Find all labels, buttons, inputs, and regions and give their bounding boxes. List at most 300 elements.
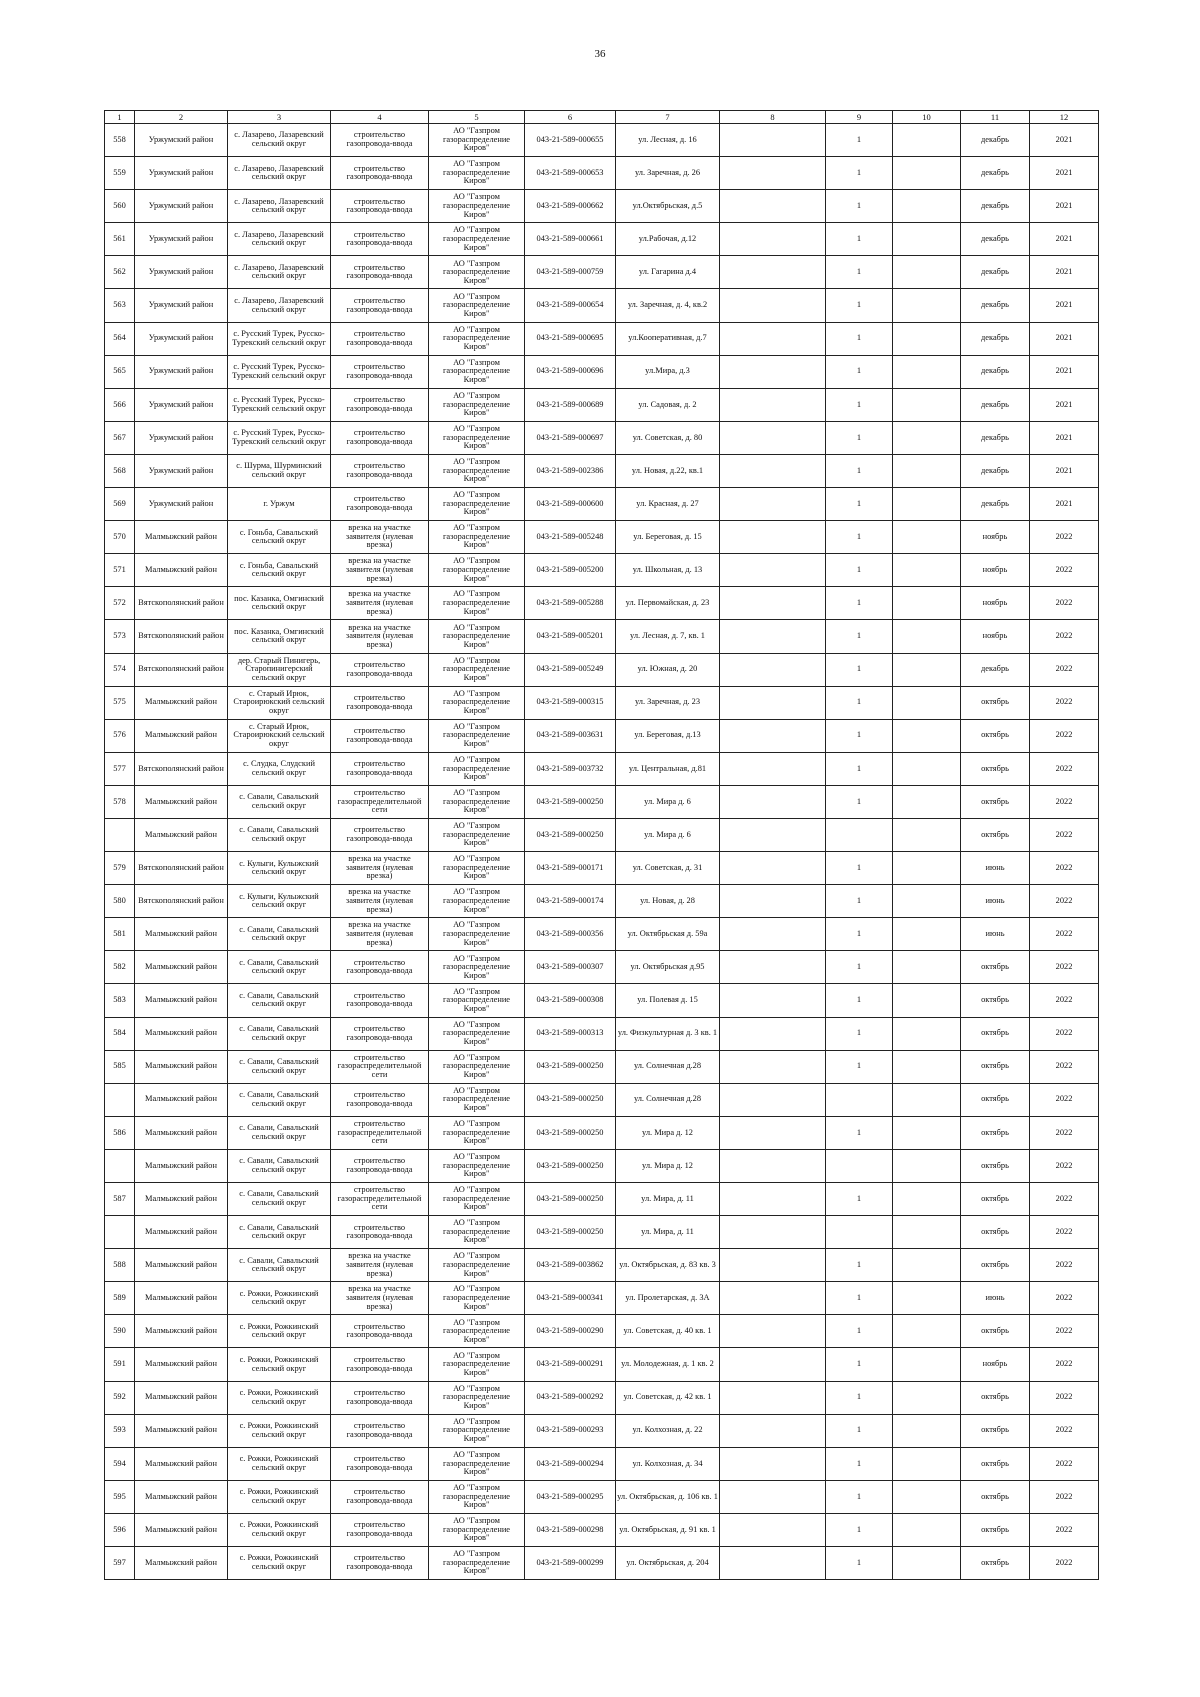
table-row [105,818,1099,851]
year-cell: 2022 [1030,918,1099,951]
settlement-cell: с. Рожки, Рожкинский сельский округ [228,1315,331,1348]
row-number: 579 [105,852,135,885]
row-number: 559 [105,157,135,190]
column-10-cell [893,157,961,190]
month-cell: октябрь [961,719,1030,752]
year-cell: 2021 [1030,124,1099,157]
table-row [105,1480,1099,1513]
year-cell: 2022 [1030,1315,1099,1348]
work-type-cell: строительство газопровода-ввода [331,1547,429,1580]
organization-cell: АО "Газпром газораспределение Киров" [429,719,525,752]
quantity-cell: 1 [826,1183,893,1216]
month-cell: октябрь [961,1050,1030,1083]
quantity-cell: 1 [826,752,893,785]
month-cell: октябрь [961,818,1030,851]
column-10-cell [893,719,961,752]
column-8-cell [720,1216,826,1249]
month-cell: октябрь [961,1083,1030,1116]
column-10-cell [893,951,961,984]
row-number: 590 [105,1315,135,1348]
table-row [105,1216,1099,1249]
month-cell: октябрь [961,1315,1030,1348]
column-8-cell [720,918,826,951]
month-cell: октябрь [961,1116,1030,1149]
table-row [105,620,1099,653]
year-cell: 2022 [1030,1249,1099,1282]
district-cell: Малмыжский район [135,554,228,587]
column-8-cell [720,488,826,521]
column-10-cell [893,521,961,554]
column-8-cell [720,454,826,487]
row-number: 561 [105,223,135,256]
settlement-cell: с. Савали, Савальский сельский округ [228,1083,331,1116]
year-cell: 2022 [1030,1282,1099,1315]
quantity-cell: 1 [826,1513,893,1546]
quantity-cell: 1 [826,852,893,885]
organization-cell: АО "Газпром газораспределение Киров" [429,1315,525,1348]
row-number: 568 [105,454,135,487]
contract-number-cell: 043-21-589-000295 [525,1480,616,1513]
settlement-cell: с. Савали, Савальский сельский округ [228,1183,331,1216]
row-number [105,1216,135,1249]
contract-number-cell: 043-21-589-000250 [525,1050,616,1083]
quantity-cell: 1 [826,1348,893,1381]
organization-cell: АО "Газпром газораспределение Киров" [429,1414,525,1447]
organization-cell: АО "Газпром газораспределение Киров" [429,984,525,1017]
district-cell: Малмыжский район [135,1282,228,1315]
work-type-cell: строительство газопровода-ввода [331,1083,429,1116]
contract-number-cell: 043-21-589-005249 [525,653,616,686]
table-row [105,984,1099,1017]
column-10-cell [893,1017,961,1050]
address-cell: ул. Октябрьская, д. 91 кв. 1 [616,1513,720,1546]
table-row [105,951,1099,984]
quantity-cell: 1 [826,1547,893,1580]
work-type-cell: строительство газораспределительной сети [331,1183,429,1216]
column-10-cell [893,885,961,918]
settlement-cell: г. Уржум [228,488,331,521]
column-10-cell [893,190,961,223]
organization-cell: АО "Газпром газораспределение Киров" [429,322,525,355]
address-cell: ул. Береговая, д.13 [616,719,720,752]
organization-cell: АО "Газпром газораспределение Киров" [429,951,525,984]
row-number: 588 [105,1249,135,1282]
settlement-cell: с. Рожки, Рожкинский сельский округ [228,1447,331,1480]
table-row [105,1050,1099,1083]
settlement-cell: с. Савали, Савальский сельский округ [228,785,331,818]
table-row [105,852,1099,885]
year-cell: 2022 [1030,1547,1099,1580]
address-cell: ул. Советская, д. 31 [616,852,720,885]
contract-number-cell: 043-21-589-000600 [525,488,616,521]
organization-cell: АО "Газпром газораспределение Киров" [429,554,525,587]
table-row [105,1116,1099,1149]
year-cell: 2022 [1030,785,1099,818]
work-type-cell: строительство газопровода-ввода [331,1315,429,1348]
quantity-cell: 1 [826,587,893,620]
column-8-cell [720,1381,826,1414]
column-8-cell [720,289,826,322]
settlement-cell: с. Лазарево, Лазаревский сельский округ [228,157,331,190]
month-cell: ноябрь [961,587,1030,620]
address-cell: ул. Заречная, д. 23 [616,686,720,719]
contract-number-cell: 043-21-589-000689 [525,388,616,421]
address-cell: ул. Мира, д. 11 [616,1216,720,1249]
month-cell: декабрь [961,355,1030,388]
table-row [105,322,1099,355]
column-8-cell [720,686,826,719]
settlement-cell: с. Русский Турек, Русско-Турекский сельский округ [228,322,331,355]
organization-cell: АО "Газпром газораспределение Киров" [429,918,525,951]
quantity-cell [826,1083,893,1116]
month-cell: октябрь [961,1149,1030,1182]
row-number: 583 [105,984,135,1017]
quantity-cell: 1 [826,521,893,554]
organization-cell: АО "Газпром газораспределение Киров" [429,785,525,818]
table-row [105,1183,1099,1216]
table-row [105,223,1099,256]
quantity-cell: 1 [826,289,893,322]
district-cell: Вятскополянский район [135,752,228,785]
year-cell: 2021 [1030,157,1099,190]
work-type-cell: строительство газопровода-ввода [331,653,429,686]
column-header-3: 3 [228,111,331,124]
month-cell: октябрь [961,1017,1030,1050]
address-cell: ул. Мира, д. 11 [616,1183,720,1216]
month-cell: ноябрь [961,1348,1030,1381]
contract-number-cell: 043-21-589-000291 [525,1348,616,1381]
page-number: 36 [594,48,606,60]
quantity-cell: 1 [826,256,893,289]
year-cell: 2022 [1030,818,1099,851]
address-cell: ул. Октябрьская, д. 106 кв. 1 [616,1480,720,1513]
table-row [105,587,1099,620]
column-10-cell [893,1414,961,1447]
work-type-cell: строительство газопровода-ввода [331,355,429,388]
quantity-cell: 1 [826,1050,893,1083]
row-number [105,818,135,851]
settlement-cell: с. Савали, Савальский сельский округ [228,1216,331,1249]
column-10-cell [893,785,961,818]
table-row [105,653,1099,686]
work-type-cell: строительство газопровода-ввода [331,256,429,289]
contract-number-cell: 043-21-589-005288 [525,587,616,620]
row-number: 597 [105,1547,135,1580]
contract-number-cell: 043-21-589-000308 [525,984,616,1017]
work-type-cell: строительство газопровода-ввода [331,388,429,421]
address-cell: ул. Советская, д. 40 кв. 1 [616,1315,720,1348]
column-10-cell [893,488,961,521]
year-cell: 2022 [1030,1183,1099,1216]
quantity-cell: 1 [826,918,893,951]
year-cell: 2022 [1030,1348,1099,1381]
column-8-cell [720,521,826,554]
table-row [105,1083,1099,1116]
address-cell: ул. Береговая, д. 15 [616,521,720,554]
month-cell: июнь [961,1282,1030,1315]
column-8-cell [720,322,826,355]
month-cell: декабрь [961,256,1030,289]
row-number: 570 [105,521,135,554]
organization-cell: АО "Газпром газораспределение Киров" [429,1149,525,1182]
address-cell: ул. Заречная, д. 26 [616,157,720,190]
district-cell: Уржумский район [135,190,228,223]
work-type-cell: строительство газопровода-ввода [331,1447,429,1480]
table-row [105,1249,1099,1282]
address-cell: ул.Октябрьская, д.5 [616,190,720,223]
work-type-cell: строительство газораспределительной сети [331,1116,429,1149]
column-10-cell [893,1149,961,1182]
organization-cell: АО "Газпром газораспределение Киров" [429,653,525,686]
table-row [105,918,1099,951]
year-cell: 2021 [1030,421,1099,454]
table-row [105,289,1099,322]
district-cell: Уржумский район [135,454,228,487]
column-10-cell [893,289,961,322]
row-number: 576 [105,719,135,752]
district-cell: Малмыжский район [135,984,228,1017]
year-cell: 2021 [1030,223,1099,256]
district-cell: Уржумский район [135,388,228,421]
month-cell: декабрь [961,488,1030,521]
organization-cell: АО "Газпром газораспределение Киров" [429,1249,525,1282]
quantity-cell: 1 [826,190,893,223]
settlement-cell: с. Савали, Савальский сельский округ [228,1050,331,1083]
district-cell: Малмыжский район [135,1547,228,1580]
address-cell: ул. Солнечная д.28 [616,1083,720,1116]
contract-number-cell: 043-21-589-005201 [525,620,616,653]
column-10-cell [893,686,961,719]
address-cell: ул.Кооперативная, д.7 [616,322,720,355]
row-number: 586 [105,1116,135,1149]
quantity-cell: 1 [826,1249,893,1282]
row-number: 591 [105,1348,135,1381]
row-number: 569 [105,488,135,521]
column-8-cell [720,1513,826,1546]
quantity-cell [826,1216,893,1249]
row-number: 582 [105,951,135,984]
column-10-cell [893,984,961,1017]
contract-number-cell: 043-21-589-000250 [525,785,616,818]
year-cell: 2022 [1030,1513,1099,1546]
contract-number-cell: 043-21-589-005248 [525,521,616,554]
organization-cell: АО "Газпром газораспределение Киров" [429,421,525,454]
year-cell: 2021 [1030,190,1099,223]
quantity-cell: 1 [826,124,893,157]
row-number: 575 [105,686,135,719]
year-cell: 2022 [1030,951,1099,984]
table-row [105,885,1099,918]
year-cell: 2022 [1030,1083,1099,1116]
row-number: 577 [105,752,135,785]
settlement-cell: с. Рожки, Рожкинский сельский округ [228,1348,331,1381]
work-type-cell: строительство газопровода-ввода [331,752,429,785]
district-cell: Малмыжский район [135,785,228,818]
organization-cell: АО "Газпром газораспределение Киров" [429,157,525,190]
data-table [104,110,1099,1580]
row-number: 589 [105,1282,135,1315]
table-row [105,256,1099,289]
year-cell: 2022 [1030,1381,1099,1414]
district-cell: Уржумский район [135,488,228,521]
year-cell: 2022 [1030,885,1099,918]
work-type-cell: строительство газораспределительной сети [331,785,429,818]
column-8-cell [720,124,826,157]
work-type-cell: врезка на участке заявителя (нулевая врезка) [331,1249,429,1282]
district-cell: Малмыжский район [135,951,228,984]
address-cell: ул. Октябрьская, д. 204 [616,1547,720,1580]
address-cell: ул. Садовая, д. 2 [616,388,720,421]
quantity-cell: 1 [826,1447,893,1480]
year-cell: 2022 [1030,653,1099,686]
quantity-cell: 1 [826,1480,893,1513]
contract-number-cell: 043-21-589-000250 [525,1149,616,1182]
address-cell: ул. Колхозная, д. 34 [616,1447,720,1480]
work-type-cell: строительство газопровода-ввода [331,1348,429,1381]
year-cell: 2021 [1030,322,1099,355]
month-cell: декабрь [961,653,1030,686]
month-cell: ноябрь [961,554,1030,587]
column-8-cell [720,421,826,454]
work-type-cell: врезка на участке заявителя (нулевая врезка) [331,521,429,554]
column-10-cell [893,1183,961,1216]
table-row [105,554,1099,587]
settlement-cell: с. Рожки, Рожкинский сельский округ [228,1480,331,1513]
address-cell: ул. Новая, д. 28 [616,885,720,918]
column-10-cell [893,1050,961,1083]
organization-cell: АО "Газпром газораспределение Киров" [429,620,525,653]
work-type-cell: врезка на участке заявителя (нулевая врезка) [331,1282,429,1315]
organization-cell: АО "Газпром газораспределение Киров" [429,1083,525,1116]
quantity-cell: 1 [826,653,893,686]
column-8-cell [720,885,826,918]
table-row [105,421,1099,454]
work-type-cell: строительство газопровода-ввода [331,1414,429,1447]
year-cell: 2021 [1030,454,1099,487]
column-header-11: 11 [961,111,1030,124]
column-10-cell [893,1216,961,1249]
row-number: 565 [105,355,135,388]
month-cell: декабрь [961,421,1030,454]
column-8-cell [720,1414,826,1447]
table-row [105,124,1099,157]
column-10-cell [893,818,961,851]
month-cell: октябрь [961,785,1030,818]
month-cell: октябрь [961,1513,1030,1546]
column-10-cell [893,1083,961,1116]
table-row [105,752,1099,785]
year-cell: 2021 [1030,355,1099,388]
table-row [105,785,1099,818]
work-type-cell: строительство газопровода-ввода [331,488,429,521]
settlement-cell: с. Савали, Савальский сельский округ [228,1249,331,1282]
year-cell: 2022 [1030,984,1099,1017]
district-cell: Малмыжский район [135,1381,228,1414]
column-10-cell [893,1480,961,1513]
address-cell: ул. Советская, д. 80 [616,421,720,454]
quantity-cell: 1 [826,454,893,487]
month-cell: октябрь [961,1381,1030,1414]
district-cell: Малмыжский район [135,1149,228,1182]
organization-cell: АО "Газпром газораспределение Киров" [429,852,525,885]
district-cell: Вятскополянский район [135,653,228,686]
year-cell: 2022 [1030,1017,1099,1050]
month-cell: ноябрь [961,620,1030,653]
column-header-6: 6 [525,111,616,124]
column-8-cell [720,1116,826,1149]
year-cell: 2022 [1030,554,1099,587]
district-cell: Уржумский район [135,421,228,454]
organization-cell: АО "Газпром газораспределение Киров" [429,1017,525,1050]
district-cell: Уржумский район [135,355,228,388]
row-number: 580 [105,885,135,918]
contract-number-cell: 043-21-589-000307 [525,951,616,984]
contract-number-cell: 043-21-589-000655 [525,124,616,157]
settlement-cell: пос. Казанка, Омгинский сельский округ [228,620,331,653]
address-cell: ул. Лесная, д. 7, кв. 1 [616,620,720,653]
table-row [105,1282,1099,1315]
column-10-cell [893,752,961,785]
column-header-2: 2 [135,111,228,124]
table-row [105,521,1099,554]
address-cell: ул. Заречная, д. 4, кв.2 [616,289,720,322]
address-cell: ул. Мира д. 12 [616,1116,720,1149]
quantity-cell: 1 [826,223,893,256]
row-number: 595 [105,1480,135,1513]
organization-cell: АО "Газпром газораспределение Киров" [429,587,525,620]
settlement-cell: с. Савали, Савальский сельский округ [228,818,331,851]
settlement-cell: с. Русский Турек, Русско-Турекский сельский округ [228,421,331,454]
column-8-cell [720,852,826,885]
row-number: 558 [105,124,135,157]
settlement-cell: с. Савали, Савальский сельский округ [228,1017,331,1050]
column-8-cell [720,951,826,984]
column-10-cell [893,587,961,620]
district-cell: Малмыжский район [135,1017,228,1050]
quantity-cell: 1 [826,885,893,918]
column-8-cell [720,256,826,289]
table-row [105,1348,1099,1381]
table-row [105,1315,1099,1348]
settlement-cell: с. Рожки, Рожкинский сельский округ [228,1414,331,1447]
address-cell: ул. Мира д. 6 [616,785,720,818]
table-row [105,190,1099,223]
organization-cell: АО "Газпром газораспределение Киров" [429,388,525,421]
work-type-cell: строительство газопровода-ввода [331,1513,429,1546]
quantity-cell: 1 [826,1414,893,1447]
settlement-cell: с. Русский Турек, Русско-Турекский сельский округ [228,355,331,388]
month-cell: декабрь [961,190,1030,223]
month-cell: октябрь [961,1183,1030,1216]
organization-cell: АО "Газпром газораспределение Киров" [429,223,525,256]
row-number: 571 [105,554,135,587]
settlement-cell: с. Рожки, Рожкинский сельский округ [228,1282,331,1315]
address-cell: ул. Новая, д.22, кв.1 [616,454,720,487]
settlement-cell: с. Рожки, Рожкинский сельский округ [228,1547,331,1580]
table-row [105,1381,1099,1414]
row-number: 560 [105,190,135,223]
quantity-cell: 1 [826,1381,893,1414]
row-number: 572 [105,587,135,620]
quantity-cell [826,818,893,851]
district-cell: Вятскополянский район [135,852,228,885]
column-8-cell [720,1017,826,1050]
column-10-cell [893,852,961,885]
column-10-cell [893,653,961,686]
contract-number-cell: 043-21-589-000662 [525,190,616,223]
contract-number-cell: 043-21-589-000695 [525,322,616,355]
quantity-cell: 1 [826,951,893,984]
